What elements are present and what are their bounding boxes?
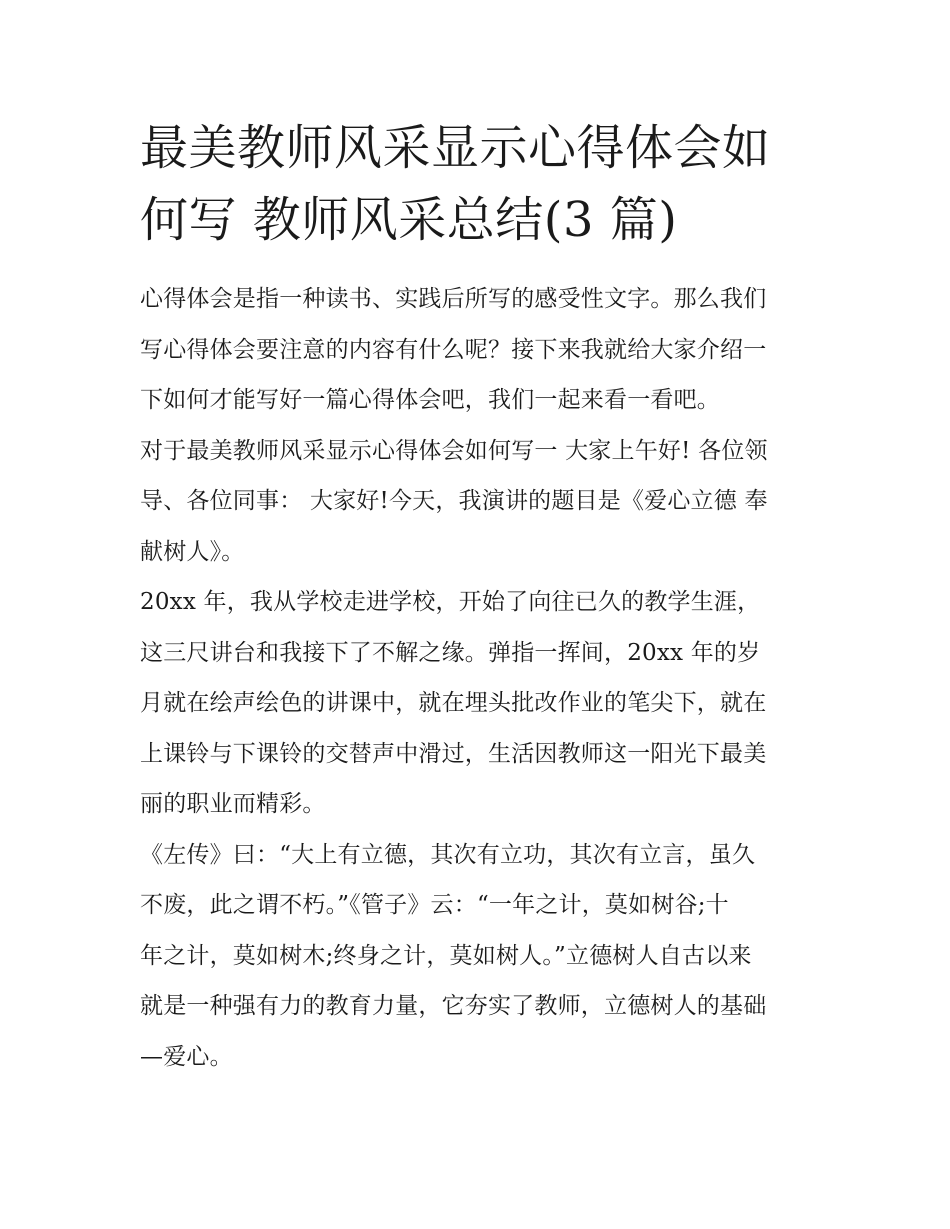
paragraph-quotes xyxy=(140,830,815,1083)
text-line: 下如何才能写好一篇心得体会吧，我们一起来看一看吧。 xyxy=(140,387,720,413)
text-line: 上课铃与下课铃的交替声中滑过，生活因教师这一阳光下最美 xyxy=(140,740,767,767)
text-line: —爱心。 xyxy=(140,1043,233,1070)
document-page xyxy=(140,112,815,1082)
document-title xyxy=(140,112,815,256)
text-line: 不废，此之谓不朽。”《管子》云：“一年之计，莫如树谷;十 xyxy=(140,892,729,918)
text-line: 心得体会是指一种读书、实践后所写的感受性文字。那么我们 xyxy=(140,286,767,312)
document-title-line-2: 何写 教师风采总结(3 篇) xyxy=(140,192,678,248)
text-line: 月就在绘声绘色的讲课中，就在埋头批改作业的笔尖下，就在 xyxy=(140,690,767,716)
paragraph-intro xyxy=(140,274,815,426)
paragraph-career xyxy=(140,577,815,830)
text-line: 写心得体会要注意的内容有什么呢？接下来我就给大家介绍一 xyxy=(140,336,767,363)
text-line: 导、各位同事： 大家好!今天，我演讲的题目是《爱心立德 奉 xyxy=(140,488,768,514)
text-line: 丽的职业而精彩。 xyxy=(140,791,326,817)
text-line: 20xx 年，我从学校走进学校，开始了向往已久的教学生涯， xyxy=(140,589,761,615)
text-line: 《左传》曰：“大上有立德，其次有立功，其次有立言，虽久 xyxy=(140,841,756,868)
text-line: 就是一种强有力的教育力量，它夯实了教师，立德树人的基础 xyxy=(140,993,767,1019)
document-title-line-1: 最美教师风采显示心得体会如 xyxy=(140,120,771,176)
paragraph-greeting xyxy=(140,426,815,578)
document-body xyxy=(140,274,815,1082)
text-line: 献树人》。 xyxy=(140,538,245,565)
text-line: 这三尺讲台和我接下了不解之缘。弹指一挥间，20xx 年的岁 xyxy=(140,639,761,666)
text-line: 对于最美教师风采显示心得体会如何写一 大家上午好! 各位领 xyxy=(140,437,768,464)
text-line: 年之计，莫如树木;终身之计，莫如树人。”立德树人自古以来 xyxy=(140,942,752,969)
